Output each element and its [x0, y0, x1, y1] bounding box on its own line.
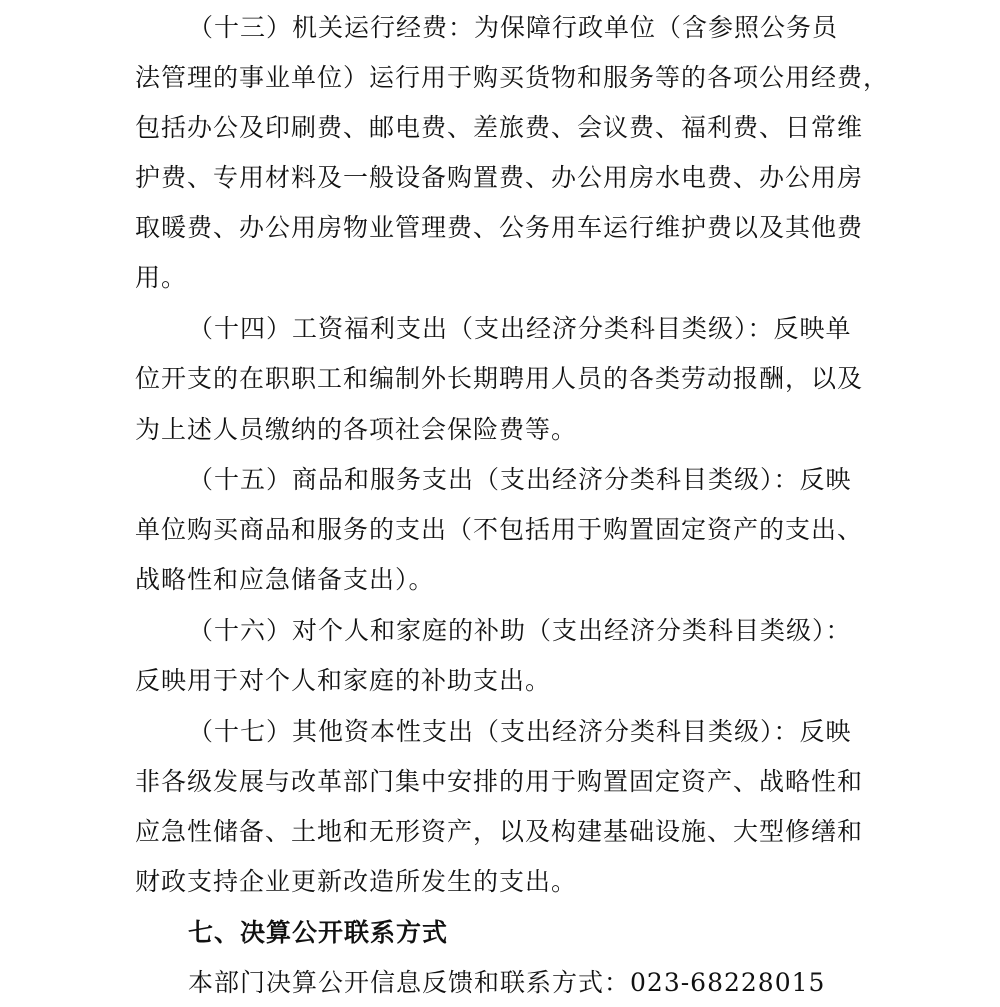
paragraph-13-line-5: 取暖费、办公用房物业管理费、公务用车运行维护费以及其他费 [135, 213, 864, 242]
paragraph-17-line-4: 财政支持企业更新改造所发生的支出。 [135, 867, 578, 896]
paragraph-17-line-2: 非各级发展与改革部门集中安排的用于购置固定资产、战略性和 [135, 767, 864, 796]
paragraph-15-line-3: 战略性和应急储备支出）。 [135, 565, 435, 594]
paragraph-16-line-2: 反映用于对个人和家庭的补助支出。 [135, 666, 552, 695]
paragraph-17-line-1: （十七）其他资本性支出（支出经济分类科目类级）：反映 [188, 717, 852, 746]
paragraph-13-line-4: 护费、专用材料及一般设备购置费、办公用房水电费、办公用房 [135, 163, 864, 192]
paragraph-13-line-6: 用。 [135, 263, 188, 292]
paragraph-16-line-1: （十六）对个人和家庭的补助（支出经济分类科目类级）： [188, 616, 852, 645]
paragraph-15-line-1: （十五）商品和服务支出（支出经济分类科目类级）：反映 [188, 465, 852, 494]
paragraph-13-line-1: （十三）机关运行经费：为保障行政单位（含参照公务员 [188, 13, 839, 42]
paragraph-14-line-2: 位开支的在职职工和编制外长期聘用人员的各类劳动报酬，以及 [135, 364, 864, 393]
paragraph-13-line-3: 包括办公及印刷费、邮电费、差旅费、会议费、福利费、日常维 [135, 113, 864, 142]
paragraph-14-line-3: 为上述人员缴纳的各项社会保险费等。 [135, 415, 578, 444]
section-heading-contact: 七、决算公开联系方式 [188, 918, 449, 947]
paragraph-15-line-2: 单位购买商品和服务的支出（不包括用于购置固定资产的支出、 [135, 515, 864, 544]
paragraph-14-line-1: （十四）工资福利支出（支出经济分类科目类级）：反映单 [188, 314, 852, 343]
contact-line: 本部门决算公开信息反馈和联系方式：023-68228015 [188, 968, 826, 997]
paragraph-13-line-2: 法管理的事业单位）运行用于购买货物和服务等的各项公用经费， [135, 63, 890, 92]
paragraph-17-line-3: 应急性储备、土地和无形资产，以及构建基础设施、大型修缮和 [135, 817, 864, 846]
